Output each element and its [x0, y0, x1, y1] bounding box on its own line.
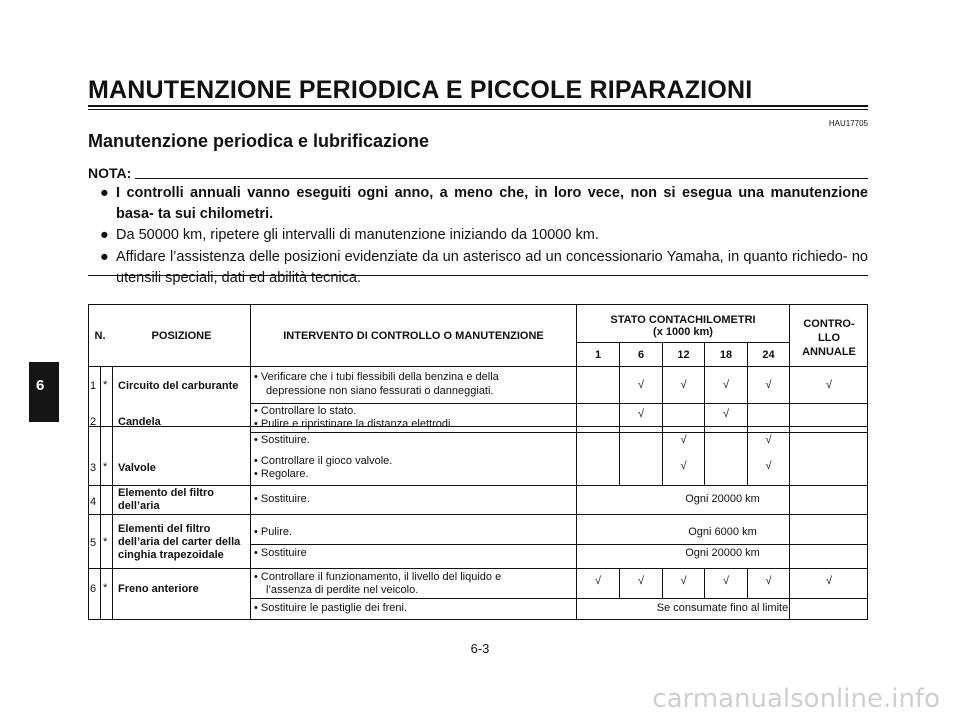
page-number: 6-3	[470, 641, 490, 656]
row-2-check-18: √	[722, 408, 730, 420]
row-6-check-18: √	[722, 575, 730, 587]
col-header-km-6: 6	[637, 349, 645, 361]
row-6-check-12: √	[680, 575, 687, 587]
row-3-op-1: • Controllare il gioco valvole.	[254, 455, 393, 467]
row-4-op-1: • Sostituire.	[254, 493, 310, 505]
row-1-check-6: √	[637, 379, 645, 391]
row-6-check-1: √	[594, 575, 602, 587]
row-5-star: *	[103, 536, 108, 548]
col-header-km-18: 18	[719, 349, 733, 361]
row-1-check-18: √	[722, 379, 730, 391]
row-6-op-2: l’assenza di perdite nel veicolo.	[266, 584, 419, 596]
row-6-n: 6	[90, 583, 97, 595]
row-1-op-1: • Verificare che i tubi flessibili della benzina e della	[254, 371, 499, 383]
row-6-star: *	[103, 582, 108, 594]
reference-code: HAU17705	[828, 119, 868, 128]
row-2-n: 2	[90, 416, 97, 428]
col-header-km-12: 12	[677, 349, 690, 361]
col-header-km-24: 24	[762, 349, 775, 361]
row-2-op-2: • Pulire e ripristinare la distanza elettrodi.	[254, 418, 454, 430]
col-header-operation: INTERVENTO DI CONTROLLO O MANUTENZIONE	[283, 330, 544, 342]
row-6-op-1: • Controllare il funzionamento, il livello del liquido e	[254, 571, 502, 583]
row-2-op-1: • Controllare lo stato.	[254, 405, 357, 417]
note-label: NOTA:	[88, 165, 132, 181]
row-5-position-2: dell’aria del carter della	[118, 536, 241, 548]
col-header-annual-3: ANNUALE	[802, 346, 856, 358]
row-1-position: Circuito del carburante	[118, 380, 239, 392]
row-3-position: Valvole	[118, 462, 156, 474]
row-5-position-1: Elementi del filtro	[118, 523, 211, 535]
section-title: Manutenzione periodica e lubrificazione	[88, 131, 430, 151]
note-bullet-1: ● I controlli annuali vanno eseguiti ogni anno, a meno che, in loro vece, non si esegua una manutenzione basa- ta sui chilometri.	[100, 185, 868, 222]
note-bullet-2: ● Da 50000 km, ripetere gli intervalli di manutenzione iniziando da 10000 km.	[100, 225, 868, 246]
row-2-check-12-replace: √	[680, 434, 687, 446]
row-3-check-12: √	[680, 460, 687, 472]
note-rule	[135, 178, 868, 179]
row-5-op-1: • Pulire.	[254, 526, 293, 538]
row-6-interval: Se consumate fino al limite	[656, 602, 789, 614]
col-header-annual-2: LLO	[818, 332, 840, 344]
bullet-icon: ●	[100, 249, 109, 265]
row-1-check-annual: √	[825, 379, 833, 391]
row-2-op-3: • Sostituire.	[254, 434, 310, 446]
col-header-annual-1: CONTRO-	[803, 318, 855, 330]
row-5-interval-2: Ogni 20000 km	[685, 547, 760, 559]
row-6-check-6: √	[637, 575, 645, 587]
row-3-check-24: √	[765, 460, 772, 472]
row-1-check-24: √	[765, 379, 772, 391]
row-6-check-24: √	[765, 575, 772, 587]
maintenance-table	[88, 304, 868, 620]
row-1-star: *	[103, 379, 108, 391]
col-header-position: POSIZIONE	[151, 330, 212, 342]
header-rule-thin	[88, 109, 868, 110]
row-5-op-2: • Sostituire	[254, 547, 307, 559]
bullet-icon: ●	[100, 227, 109, 243]
row-3-op-2: • Regolare.	[254, 468, 309, 480]
watermark: carmanualsonline.info	[652, 684, 940, 714]
row-4-interval: Ogni 20000 km	[685, 493, 760, 505]
row-5-n: 5	[90, 537, 97, 549]
col-header-n: N.	[94, 330, 106, 342]
page-header-title: MANUTENZIONE PERIODICA E PICCOLE RIPARAZIONI	[88, 76, 753, 104]
row-5-interval-1: Ogni 6000 km	[688, 526, 757, 538]
header-rule-thick	[88, 105, 868, 107]
row-6-op-3: • Sostituire le pastiglie dei freni.	[254, 602, 408, 614]
row-1-op-2: depressione non siano fessurati o danneggiati.	[266, 385, 494, 397]
col-header-odometer: STATO CONTACHILOMETRI	[610, 314, 756, 326]
row-3-star: *	[103, 461, 108, 473]
row-5-position-3: cinghia trapezoidale	[118, 549, 224, 561]
row-4-n: 4	[90, 496, 97, 508]
row-2-check-24-replace: √	[765, 434, 772, 446]
bullet-icon: ●	[100, 185, 109, 201]
row-3-n: 3	[90, 462, 97, 474]
col-header-odometer-unit: (x 1000 km)	[653, 326, 713, 338]
row-6-check-annual: √	[825, 575, 833, 587]
row-4-position-2: dell’aria	[118, 500, 160, 512]
row-2-position: Candela	[118, 416, 161, 428]
row-6-position: Freno anteriore	[118, 583, 199, 595]
chapter-tab: 6	[29, 362, 59, 422]
col-header-km-1: 1	[594, 349, 602, 361]
note-end-rule	[88, 275, 868, 276]
row-1-n: 1	[90, 380, 97, 392]
row-4-position-1: Elemento del filtro	[118, 487, 214, 499]
note-bullet-3: ● Affidare l’assistenza delle posizioni evidenziate da un asterisco ad un concessionario Yamaha, in quanto richiedo- no utensili speciali, dati ed abilità tecnica.	[100, 249, 868, 286]
row-2-check-6: √	[637, 408, 645, 420]
row-1-check-12: √	[680, 379, 687, 391]
